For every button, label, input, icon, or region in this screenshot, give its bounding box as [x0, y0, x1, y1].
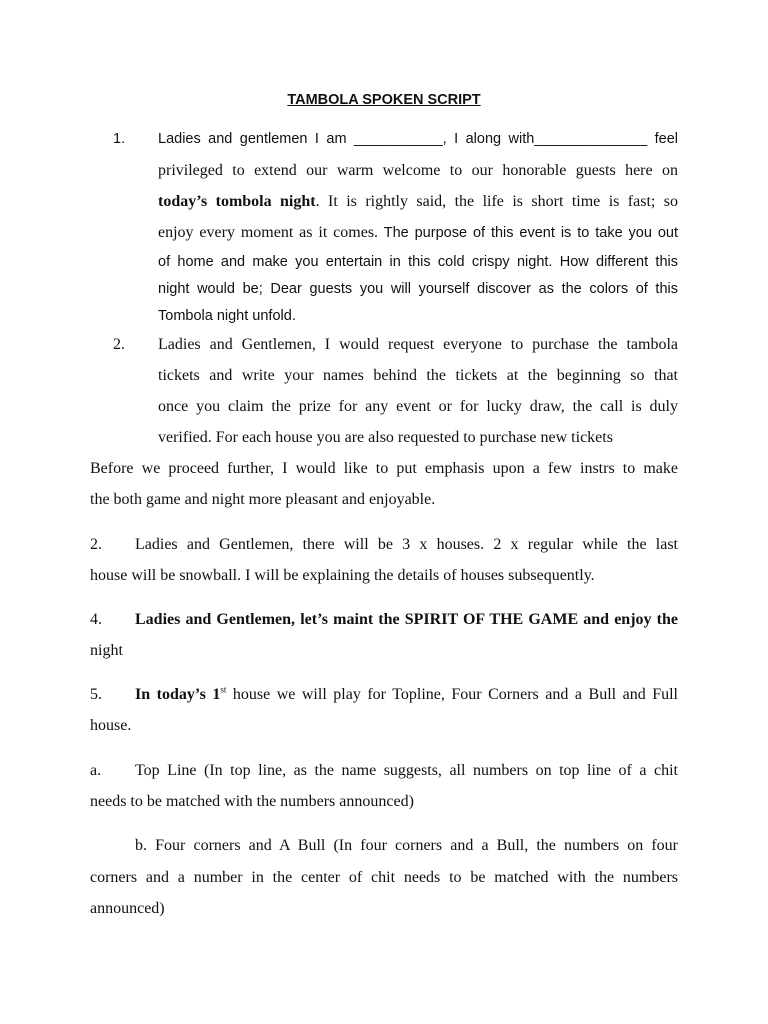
- spirit-paragraph-second-line: [90, 642, 678, 673]
- four-corners-paragraph-first-line: [135, 837, 678, 868]
- bold-phrase: In today’s 1: [135, 686, 221, 703]
- text-line: Top Line (In top line, as the name suggests, all numbers on top line of a chit: [135, 762, 678, 779]
- text-span: enjoy every moment as it comes.: [158, 224, 379, 241]
- text-span: house we will play for Topline, Four Corners and a Bull and Full: [226, 686, 678, 703]
- item-number: 5.: [90, 686, 102, 703]
- text-line: the both game and night more pleasant and enjoyable.: [90, 491, 436, 508]
- text-line: corners and a number in the center of chit needs to be matched with the numbers: [90, 869, 678, 886]
- first-house-paragraph-second-line: [90, 717, 678, 748]
- item-number: 4.: [90, 611, 102, 628]
- text-line: Before we proceed further, I would like to put emphasis upon a few instrs to make: [90, 460, 678, 477]
- intro-paragraph: [90, 460, 678, 522]
- page-title: TAMBOLA SPOKEN SCRIPT: [287, 92, 481, 108]
- item-number: 2.: [113, 336, 125, 353]
- houses-paragraph-second-line: [90, 567, 678, 598]
- text-line: Ladies and Gentlemen, I would request everyone to purchase the tambola: [158, 336, 678, 353]
- item-number: a.: [90, 762, 102, 779]
- text-line: Tombola night unfold.: [158, 308, 296, 324]
- top-line-paragraph-second-line: [90, 793, 678, 824]
- text-line: night: [90, 642, 123, 659]
- superscript: st: [220, 684, 227, 695]
- text-span: The purpose of this event is to take you out: [378, 225, 679, 241]
- text-line: privileged to extend our warm welcome to our honorable guests here on: [158, 162, 678, 179]
- text-line: Ladies and Gentlemen, let’s maint the SPIRIT OF THE GAME and enjoy the: [135, 611, 678, 628]
- bold-phrase: today’s tombola night: [158, 193, 316, 210]
- four-corners-paragraph-rest: [90, 869, 678, 931]
- text-line: verified. For each house you are also requested to purchase new tickets: [158, 429, 613, 446]
- text-line: [158, 193, 678, 224]
- text-line: of home and make you entertain in this cold crispy night. How different this: [158, 254, 678, 270]
- text-line: Ladies and Gentlemen, there will be 3 x houses. 2 x regular while the last: [135, 536, 678, 553]
- text-line: needs to be matched with the numbers announced): [90, 793, 414, 810]
- houses-paragraph-first-line: [135, 536, 678, 567]
- text-line: [158, 224, 678, 254]
- text-line: tickets and write your names behind the tickets at the beginning so that: [158, 367, 678, 384]
- item-number: 1.: [113, 131, 126, 147]
- text-line: Ladies and gentlemen I am ___________, I along with______________ feel: [158, 131, 678, 147]
- item-1-paragraph: [158, 131, 678, 335]
- item-2-paragraph: [158, 336, 678, 460]
- text-line: house will be snowball. I will be explaining the details of houses subsequently.: [90, 567, 595, 584]
- spirit-paragraph-first-line: [135, 611, 678, 642]
- text-line: house.: [90, 717, 132, 734]
- text-line: night would be; Dear guests you will yourself discover as the colors of this: [158, 281, 678, 297]
- text-line: b. Four corners and A Bull (In four corners and a Bull, the numbers on four: [135, 837, 678, 854]
- item-number: 2.: [90, 536, 102, 553]
- text-line: announced): [90, 900, 165, 917]
- text-line: once you claim the prize for any event or for lucky draw, the call is duly: [158, 398, 678, 415]
- top-line-paragraph-first-line: [135, 762, 678, 793]
- first-house-paragraph-first-line: [135, 686, 678, 717]
- text-line: [135, 686, 678, 717]
- text-span: . It is rightly said, the life is short time is fast; so: [315, 193, 678, 210]
